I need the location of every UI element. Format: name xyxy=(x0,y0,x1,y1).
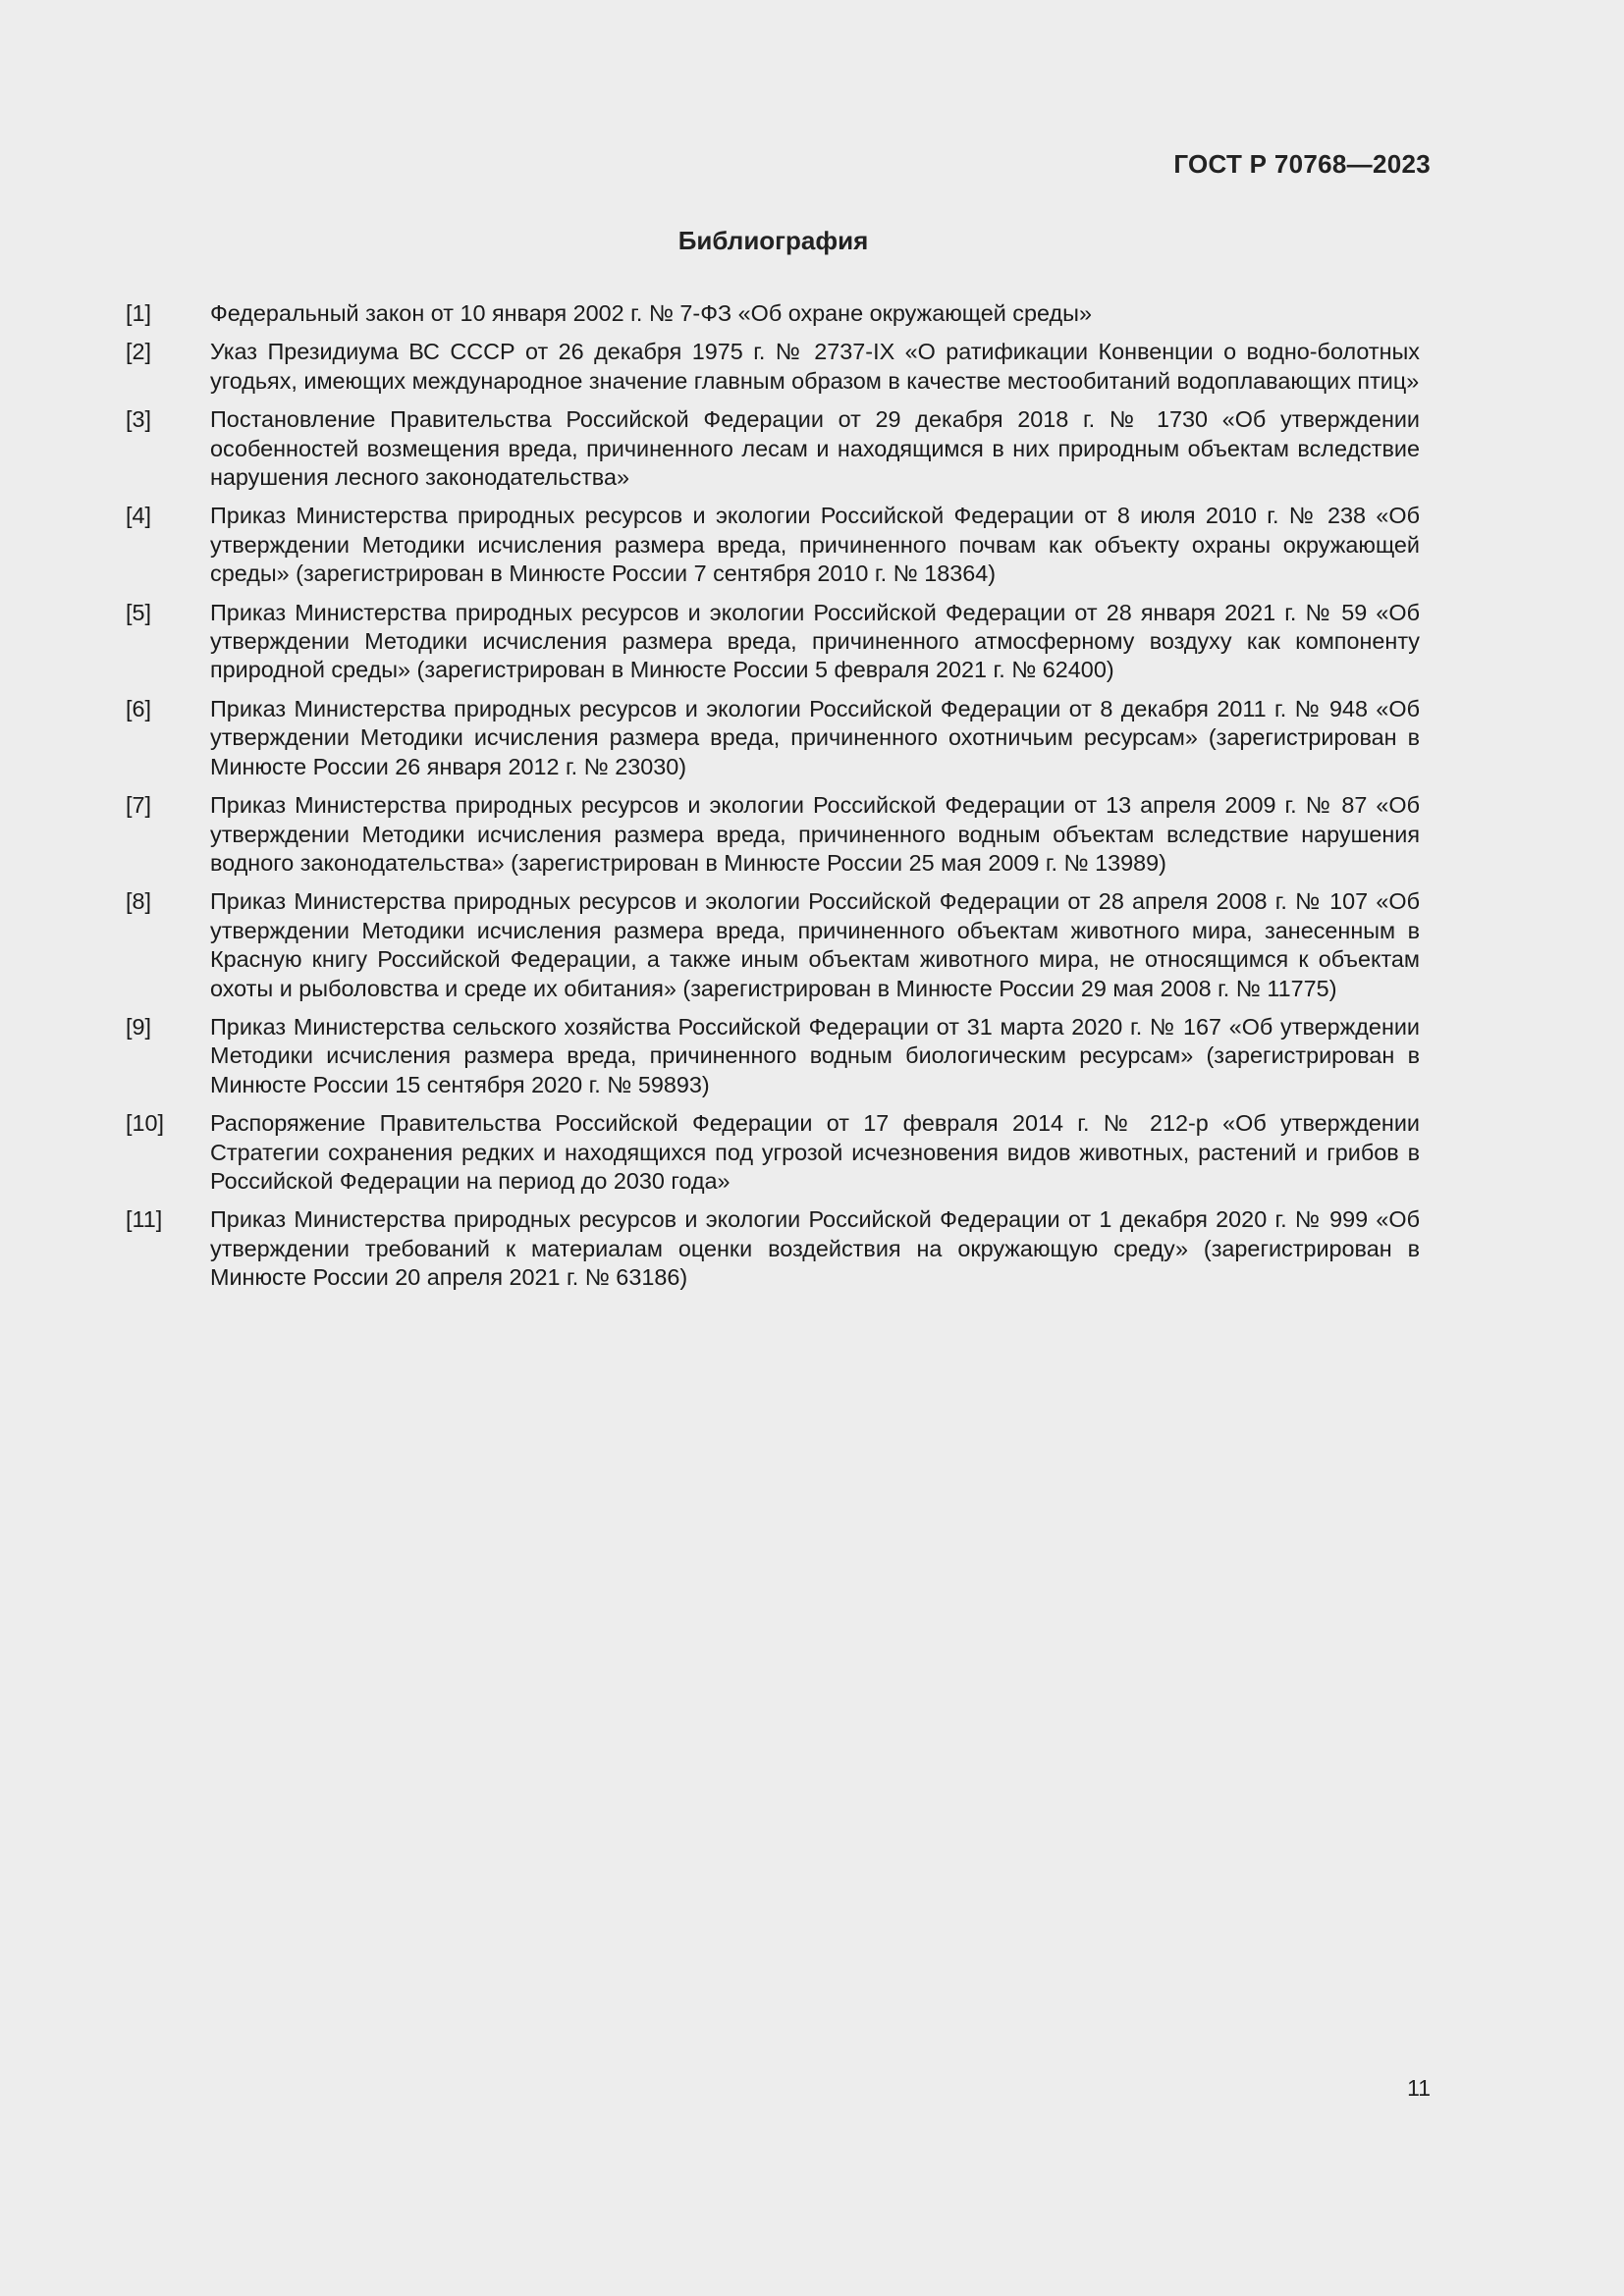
bibliography-item-number: [9] xyxy=(126,1013,152,1040)
bibliography-item-7 xyxy=(126,791,1420,878)
bibliography-item-number: [8] xyxy=(126,888,152,915)
bibliography-item-text: Указ Президиума ВС СССР от 26 декабря 1975 г. № 2737-IX «О ратификации Конвенции о водно-болотных угодьях, имеющих международное значение главным образом в качестве местообитаний водоплавающих птиц» xyxy=(210,339,1420,394)
bibliography-item-text: Федеральный закон от 10 января 2002 г. № 7-ФЗ «Об охране окружающей среды» xyxy=(210,300,1092,326)
bibliography-list xyxy=(126,299,1420,1303)
bibliography-item-text: Приказ Министерства природных ресурсов и экологии Российской Федерации от 28 января 2021 г. № 59 «Об утверждении Методики исчисления размера вреда, причиненного атмосферному воздуху как компоненту природной среды» (зарегистрирован в Минюсте России 5 февраля 2021 г. № 62400) xyxy=(210,599,1420,683)
page-number: 11 xyxy=(1407,2075,1431,2101)
bibliography-item-5 xyxy=(126,599,1420,685)
bibliography-item-number: [10] xyxy=(126,1110,165,1137)
bibliography-item-text: Приказ Министерства природных ресурсов и экологии Российской Федерации от 1 декабря 2020 г. № 999 «Об утверждении требований к материалам оценки воздействия на окружающую среду» (зарегистрирован в Минюсте России 20 апреля 2021 г. № 63186) xyxy=(210,1206,1420,1291)
bibliography-item-text: Постановление Правительства Российской Федерации от 29 декабря 2018 г. № 1730 «Об утверждении особенностей возмещения вреда, причиненного лесам и находящимся в них природным объектам вследствие нарушения лесного законодательства» xyxy=(210,406,1420,491)
bibliography-item-text: Приказ Министерства сельского хозяйства Российской Федерации от 31 марта 2020 г. № 167 «Об утверждении Методики исчисления размера вреда, причиненного водным биологическим ресурсам» (зарегистрирован в Минюсте России 15 сентября 2020 г. № 59893) xyxy=(210,1013,1420,1097)
bibliography-item-text: Распоряжение Правительства Российской Федерации от 17 февраля 2014 г. № 212-р «Об утверждении Стратегии сохранения редких и находящихся под угрозой исчезновения видов животных, растений и грибов в Российской Федерации на период до 2030 года» xyxy=(210,1110,1420,1194)
document-standard-code: ГОСТ Р 70768—2023 xyxy=(1173,149,1431,179)
bibliography-item-4 xyxy=(126,502,1420,588)
bibliography-item-2 xyxy=(126,338,1420,396)
bibliography-item-6 xyxy=(126,695,1420,781)
bibliography-item-number: [1] xyxy=(126,300,152,326)
bibliography-item-number: [6] xyxy=(126,695,152,721)
bibliography-item-number: [4] xyxy=(126,503,152,529)
bibliography-item-text: Приказ Министерства природных ресурсов и экологии Российской Федерации от 13 апреля 2009 г. № 87 «Об утверждении Методики исчисления размера вреда, причиненного водным объектам вследствие нарушения водного законодательства» (зарегистрирован в Минюсте России 25 мая 2009 г. № 13989) xyxy=(210,792,1420,876)
bibliography-item-text: Приказ Министерства природных ресурсов и экологии Российской Федерации от 28 апреля 2008 г. № 107 «Об утверждении Методики исчисления размера вреда, причиненного объектам животного мира, занесенным в Красную книгу Российской Федерации, а также иным объектам животного мира, не относящимся к объектам охоты и рыболовства и среде их обитания» (зарегистрирован в Минюсте России 29 мая 2008 г. № 11775) xyxy=(210,888,1420,1001)
bibliography-item-8 xyxy=(126,887,1420,1003)
bibliography-title: Библиография xyxy=(677,226,869,255)
bibliography-item-11 xyxy=(126,1205,1420,1292)
bibliography-item-9 xyxy=(126,1013,1420,1099)
bibliography-item-number: [7] xyxy=(126,792,152,819)
bibliography-item-number: [2] xyxy=(126,339,152,365)
bibliography-item-number: [11] xyxy=(126,1206,163,1233)
bibliography-item-10 xyxy=(126,1109,1420,1196)
bibliography-item-text: Приказ Министерства природных ресурсов и экологии Российской Федерации от 8 июля 2010 г. № 238 «Об утверждении Методики исчисления размера вреда, причиненного почвам как объекту охраны окружающей среды» (зарегистрирован в Минюсте России 7 сентября 2010 г. № 18364) xyxy=(210,503,1420,587)
bibliography-item-3 xyxy=(126,405,1420,492)
bibliography-item-number: [5] xyxy=(126,599,152,625)
bibliography-item-text: Приказ Министерства природных ресурсов и экологии Российской Федерации от 8 декабря 2011 г. № 948 «Об утверждении Методики исчисления размера вреда, причиненного охотничьим ресурсам» (зарегистрирован в Минюсте России 26 января 2012 г. № 23030) xyxy=(210,695,1420,779)
bibliography-item-1 xyxy=(126,299,1420,328)
bibliography-item-number: [3] xyxy=(126,406,152,433)
